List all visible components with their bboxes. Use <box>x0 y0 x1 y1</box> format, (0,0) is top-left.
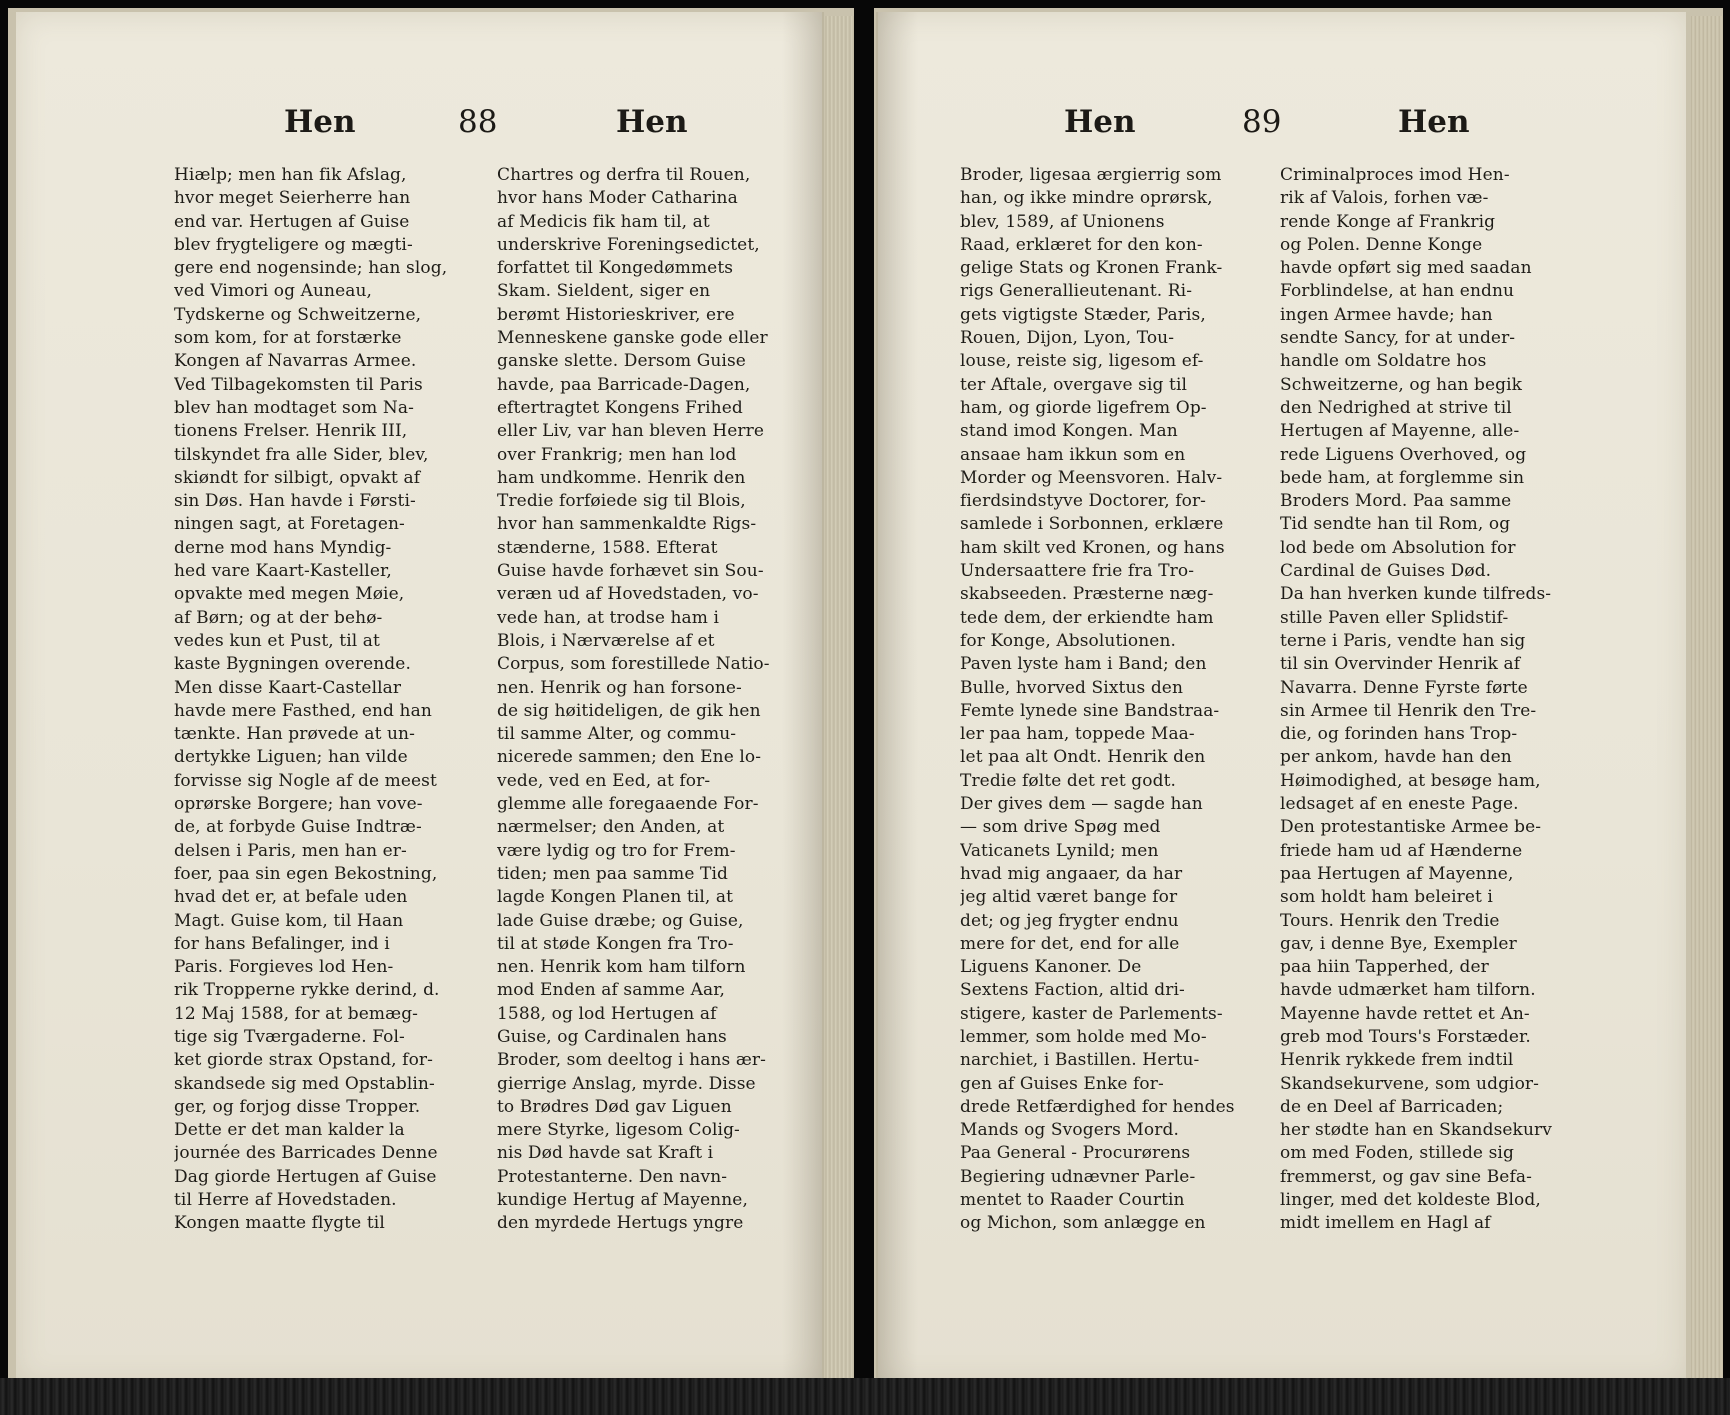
text-line: tede dem, der erkiendte ham <box>960 607 1214 628</box>
text-line: forvisse sig Nogle af de meest <box>174 770 437 791</box>
left-running-head-right: Hen <box>616 104 688 140</box>
text-line: Hiælp; men han fik Afslag, <box>174 165 407 185</box>
text-line: stille Paven eller Splidstif- <box>1280 607 1509 628</box>
text-line: berømt Historieskriver, ere <box>497 304 735 325</box>
text-line: glemme alle foregaaende For- <box>497 794 759 815</box>
text-line: Magt. Guise kom, til Haan <box>174 910 404 931</box>
text-line: hvor hans Moder Catharina <box>497 188 738 209</box>
right-page-number: 89 <box>1242 104 1282 140</box>
text-line: Undersaattere frie fra Tro- <box>960 561 1195 582</box>
text-line: friede ham ud af Hænderne <box>1280 840 1523 861</box>
text-line: de en Deel af Barricaden; <box>1280 1096 1504 1117</box>
text-line: mentet to Raader Courtin <box>960 1190 1185 1211</box>
text-line: gets vigtigste Stæder, Paris, <box>960 304 1206 325</box>
text-line: om med Foden, stillede sig <box>1280 1143 1514 1164</box>
text-line: Protestanterne. Den navn- <box>497 1166 728 1187</box>
text-line: sendte Sancy, for at under- <box>1280 328 1516 349</box>
text-line: ningen sagt, at Foretagen- <box>174 514 405 535</box>
text-line: tiden; men paa samme Tid <box>497 863 729 884</box>
text-line: Dag giorde Hertugen af Guise <box>174 1166 437 1187</box>
text-line: rende Konge af Frankrig <box>1280 211 1496 232</box>
text-line: han, og ikke mindre oprørsk, <box>960 188 1213 209</box>
text-line: tige sig Tværgaderne. Fol- <box>174 1026 405 1047</box>
text-line: Tid sendte han til Rom, og <box>1280 514 1511 535</box>
text-line: Skandsekurvene, som udgior- <box>1280 1073 1539 1094</box>
text-line: ganske slette. Dersom Guise <box>497 351 746 372</box>
text-line: 1588, og lod Hertugen af <box>497 1003 717 1024</box>
text-line: hvad mig angaaer, da har <box>960 863 1183 884</box>
text-line: drede Retfærdighed for hendes <box>960 1096 1235 1117</box>
text-line: die, og forinden hans Trop- <box>1280 724 1518 745</box>
text-line: Navarra. Denne Fyrste førte <box>1280 677 1528 698</box>
text-line: tænkte. Han prøvede at un- <box>174 724 415 745</box>
text-line: stigere, kaster de Parlements- <box>960 1003 1223 1024</box>
text-line: mere for det, end for alle <box>960 933 1180 954</box>
text-line: gierrige Anslag, myrde. Disse <box>497 1073 756 1094</box>
text-line: vedes kun et Pust, til at <box>174 630 380 651</box>
book-bottom-edge <box>0 1378 1730 1415</box>
text-line: havde, paa Barricade-Dagen, <box>497 374 751 395</box>
text-line: delsen i Paris, men han er- <box>174 840 407 861</box>
text-line: Den protestantiske Armee be- <box>1280 817 1542 838</box>
text-line: nen. Henrik og han forsone- <box>497 677 742 698</box>
text-line: være lydig og tro for Frem- <box>497 840 736 861</box>
text-line: vede, ved en Eed, at for- <box>497 770 711 791</box>
text-line: og Polen. Denne Konge <box>1280 234 1483 255</box>
text-line: havde mere Fasthed, end han <box>174 700 432 721</box>
right-page-column-2 <box>1280 164 1586 1236</box>
left-page-number: 88 <box>458 104 498 140</box>
text-line: Broder, som deeltog i hans ær- <box>497 1050 766 1071</box>
text-line: journée des Barricades Denne <box>174 1143 438 1164</box>
text-line: den Nedrighed at strive til <box>1280 397 1512 418</box>
text-line: Blois, i Nærværelse af et <box>497 630 715 651</box>
text-line: rede Liguens Overhoved, og <box>1280 444 1527 465</box>
text-line: sin Armee til Henrik den Tre- <box>1280 700 1537 721</box>
text-line: Raad, erklæret for den kon- <box>960 234 1203 255</box>
text-line: Begiering udnævner Parle- <box>960 1166 1196 1187</box>
text-line: foer, paa sin egen Bekostning, <box>174 863 438 884</box>
text-line: rik af Valois, forhen væ- <box>1280 188 1489 209</box>
text-line: end var. Hertugen af Guise <box>174 211 410 232</box>
text-line: her stødte han en Skandsekurv <box>1280 1120 1552 1141</box>
text-line: kaste Bygningen overende. <box>174 654 411 675</box>
left-page-column-1 <box>174 164 477 1236</box>
left-page-photo <box>8 8 854 1403</box>
text-line: til sin Overvinder Henrik af <box>1280 654 1521 675</box>
text-line: Criminalproces imod Hen- <box>1280 165 1510 185</box>
text-line: blev frygteligere og mægti- <box>174 234 413 255</box>
text-line: opvakte med megen Møie, <box>174 584 405 605</box>
left-page-edge-stack <box>820 16 854 1384</box>
text-line: Corpus, som forestillede Natio- <box>497 654 770 675</box>
text-line: Mands og Svogers Mord. <box>960 1120 1179 1141</box>
text-line: ansaae ham ikkun som en <box>960 444 1186 465</box>
text-line: eftertragtet Kongens Frihed <box>497 397 743 418</box>
text-line: Dette er det man kalder la <box>174 1120 405 1141</box>
text-line: for Konge, Absolutionen. <box>960 630 1177 651</box>
text-line: nis Død havde sat Kraft i <box>497 1143 714 1164</box>
text-line: derne mod hans Myndig- <box>174 537 392 558</box>
text-line: Tredie forføiede sig til Blois, <box>497 491 746 512</box>
text-line: for hans Befalinger, ind i <box>174 933 390 954</box>
text-line: forfattet til Kongedømmets <box>497 258 734 279</box>
text-line: lade Guise dræbe; og Guise, <box>497 910 744 931</box>
text-line: nicerede sammen; den Ene lo- <box>497 747 762 768</box>
text-line: Tredie følte det ret godt. <box>960 770 1177 791</box>
text-line: til at støde Kongen fra Tro- <box>497 933 734 954</box>
text-line: linger, med det koldeste Blod, <box>1280 1190 1541 1211</box>
text-line: hvad det er, at befale uden <box>174 887 408 908</box>
text-line: ter Aftale, overgave sig til <box>960 374 1188 395</box>
text-line: havde udmærket ham tilforn. <box>1280 980 1536 1001</box>
text-line: Vaticanets Lynild; men <box>960 840 1159 861</box>
text-line: sin Døs. Han havde i Førsti- <box>174 491 416 512</box>
text-line: blev, 1589, af Unionens <box>960 211 1165 232</box>
text-line: Da han hverken kunde tilfreds- <box>1280 584 1552 605</box>
text-line: Rouen, Dijon, Lyon, Tou- <box>960 328 1175 349</box>
text-line: handle om Soldatre hos <box>1280 351 1487 372</box>
text-line: let paa alt Ondt. Henrik den <box>960 747 1206 768</box>
text-line: Kongen af Navarras Armee. <box>174 351 417 372</box>
text-line: ledsaget af en eneste Page. <box>1280 794 1519 815</box>
right-running-head-right: Hen <box>1398 104 1470 140</box>
text-line: Broders Mord. Paa samme <box>1280 491 1512 512</box>
text-line: gelige Stats og Kronen Frank- <box>960 258 1223 279</box>
text-line: Mayenne havde rettet et An- <box>1280 1003 1530 1024</box>
text-line: lagde Kongen Planen til, at <box>497 887 734 908</box>
text-line: to Brødres Død gav Liguen <box>497 1096 732 1117</box>
text-line: kundige Hertug af Mayenne, <box>497 1190 748 1211</box>
text-line: Menneskene ganske gode eller <box>497 328 768 349</box>
text-line: ler paa ham, toppede Maa- <box>960 724 1195 745</box>
text-line: stand imod Kongen. Man <box>960 421 1178 442</box>
text-line: stænderne, 1588. Efterat <box>497 537 718 558</box>
text-line: Kongen maatte flygte til <box>174 1213 385 1234</box>
text-line: Tours. Henrik den Tredie <box>1280 910 1500 931</box>
text-line: de, at forbyde Guise Indtræ- <box>174 817 422 838</box>
text-line: hvor meget Seierherre han <box>174 188 411 209</box>
text-line: underskrive Foreningsedictet, <box>497 234 760 255</box>
right-page-photo <box>874 8 1723 1403</box>
text-line: Bulle, hvorved Sixtus den <box>960 677 1184 698</box>
text-line: over Frankrig; men han lod <box>497 444 737 465</box>
text-line: tilskyndet fra alle Sider, blev, <box>174 444 429 465</box>
text-line: nærmelser; den Anden, at <box>497 817 725 838</box>
text-line: til samme Alter, og commu- <box>497 724 737 745</box>
text-line: nen. Henrik kom ham tilforn <box>497 957 746 978</box>
text-line: veræn ud af Hovedstaden, vo- <box>497 584 759 605</box>
text-line: havde opført sig med saadan <box>1280 258 1532 279</box>
text-line: Der gives dem — sagde han <box>960 794 1203 815</box>
text-line: lod bede om Absolution for <box>1280 537 1516 558</box>
text-line: Guise, og Cardinalen hans <box>497 1026 727 1047</box>
text-line: Forblindelse, at han endnu <box>1280 281 1515 302</box>
text-line: skiøndt for silbigt, opvakt af <box>174 467 421 488</box>
text-line: ham, og giorde ligefrem Op- <box>960 397 1207 418</box>
text-line: fremmerst, og gav sine Befa- <box>1280 1166 1532 1187</box>
text-line: Hertugen af Mayenne, alle- <box>1280 421 1520 442</box>
text-line: midt imellem en Hagl af <box>1280 1213 1491 1234</box>
text-line: til Herre af Hovedstaden. <box>174 1190 397 1211</box>
text-line: per ankom, havde han den <box>1280 747 1512 768</box>
text-line: og Michon, som anlægge en <box>960 1213 1206 1234</box>
text-line: Cardinal de Guises Død. <box>1280 561 1492 582</box>
text-line: hvor han sammenkaldte Rigs- <box>497 514 757 535</box>
text-line: Liguens Kanoner. De <box>960 957 1142 978</box>
text-line: Paa General - Procurørens <box>960 1143 1191 1164</box>
right-page <box>876 12 1686 1384</box>
text-line: gere end nogensinde; han slog, <box>174 258 448 279</box>
text-line: jeg altid været bange for <box>960 887 1178 908</box>
text-line: som holdt ham beleiret i <box>1280 887 1493 908</box>
text-line: Ved Tilbagekomsten til Paris <box>174 374 423 395</box>
text-line: lemmer, som holde med Mo- <box>960 1026 1207 1047</box>
text-line: Tydskerne og Schweitzerne, <box>174 304 422 325</box>
text-line: det; og jeg frygter endnu <box>960 910 1179 931</box>
text-line: Schweitzerne, og han begik <box>1280 374 1523 395</box>
text-line: paa hiin Tapperhed, der <box>1280 957 1489 978</box>
text-line: Men disse Kaart-Castellar <box>174 677 402 698</box>
text-line: gav, i denne Bye, Exempler <box>1280 933 1517 954</box>
text-line: Morder og Meensvoren. Halv- <box>960 467 1223 488</box>
text-line: Femte lynede sine Bandstraa- <box>960 700 1220 721</box>
text-line: mod Enden af samme Aar, <box>497 980 726 1001</box>
text-line: mere Styrke, ligesom Colig- <box>497 1120 740 1141</box>
text-line: — som drive Spøg med <box>960 817 1161 838</box>
text-line: Paris. Forgieves lod Hen- <box>174 957 394 978</box>
text-line: rigs Generallieutenant. Ri- <box>960 281 1193 302</box>
left-running-head-left: Hen <box>284 104 356 140</box>
text-line: ger, og forjog disse Tropper. <box>174 1096 421 1117</box>
text-line: skabseeden. Præsterne næg- <box>960 584 1214 605</box>
text-line: hed vare Kaart-Kasteller, <box>174 561 392 582</box>
text-line: samlede i Sorbonnen, erklære <box>960 514 1224 535</box>
text-line: 12 Maj 1588, for at bemæg- <box>174 1003 419 1024</box>
text-line: Paven lyste ham i Band; den <box>960 654 1207 675</box>
text-line: af Medicis fik ham til, at <box>497 211 710 232</box>
text-line: af Børn; og at der behø- <box>174 607 383 628</box>
text-line: Guise havde forhævet sin Sou- <box>497 561 764 582</box>
text-line: tionens Frelser. Henrik III, <box>174 421 408 442</box>
text-line: Chartres og derfra til Rouen, <box>497 165 751 185</box>
text-line: ingen Armee havde; han <box>1280 304 1493 325</box>
text-line: oprørske Borgere; han vove- <box>174 794 423 815</box>
text-line: eller Liv, var han bleven Herre <box>497 421 765 442</box>
text-line: skandsede sig med Opstablin- <box>174 1073 435 1094</box>
text-line: Henrik rykkede frem indtil <box>1280 1050 1514 1071</box>
text-line: ved Vimori og Auneau, <box>174 281 373 302</box>
right-running-head-left: Hen <box>1064 104 1136 140</box>
text-line: den myrdede Hertugs yngre <box>497 1213 744 1234</box>
text-line: Skam. Sieldent, siger en <box>497 281 711 302</box>
text-line: fierdsindstyve Doctorer, for- <box>960 491 1207 512</box>
text-line: rik Tropperne rykke derind, d. <box>174 980 440 1001</box>
right-gutter-shadow <box>878 12 918 1384</box>
text-line: gen af Guises Enke for- <box>960 1073 1164 1094</box>
text-line: bede ham, at forglemme sin <box>1280 467 1525 488</box>
text-line: vede han, at trodse ham i <box>497 607 720 628</box>
text-line: ham undkomme. Henrik den <box>497 467 746 488</box>
text-line: ket giorde strax Opstand, for- <box>174 1050 433 1071</box>
right-page-column-1 <box>960 164 1260 1236</box>
text-line: Høimodighed, at besøge ham, <box>1280 770 1541 791</box>
text-line: ham skilt ved Kronen, og hans <box>960 537 1225 558</box>
text-line: narchiet, i Bastillen. Hertu- <box>960 1050 1200 1071</box>
text-line: blev han modtaget som Na- <box>174 397 414 418</box>
text-line: Broder, ligesaa ærgierrig som <box>960 165 1222 185</box>
text-line: paa Hertugen af Mayenne, <box>1280 863 1514 884</box>
text-line: som kom, for at forstærke <box>174 328 402 349</box>
left-page-column-2 <box>497 164 802 1236</box>
text-line: louse, reiste sig, ligesom ef- <box>960 351 1204 372</box>
text-line: dertykke Liguen; han vilde <box>174 747 408 768</box>
text-line: terne i Paris, vendte han sig <box>1280 630 1526 651</box>
right-page-edge-stack <box>1691 16 1723 1384</box>
text-line: greb mod Tours's Forstæder. <box>1280 1026 1531 1047</box>
text-line: Sextens Faction, altid dri- <box>960 980 1185 1001</box>
left-page <box>16 12 824 1384</box>
text-line: de sig høitideligen, de gik hen <box>497 700 761 721</box>
